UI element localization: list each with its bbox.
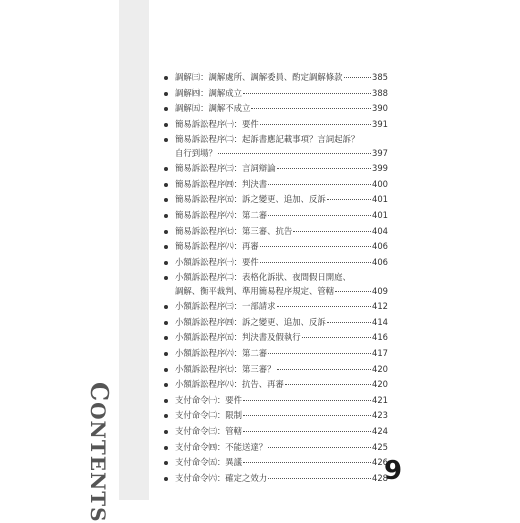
bullet-icon (164, 198, 168, 202)
toc-entry-title-line1: 小額訴訟程序㈡：表格化訴狀、夜間假日開庭、 (175, 272, 351, 283)
dot-leader (327, 322, 371, 323)
toc-entry-title: 簡易訴訟程序㈠：要件 (175, 118, 259, 129)
toc-entry-title: 小額訴訟程序㈦：第三審？ (175, 363, 276, 374)
bullet-icon (164, 76, 168, 80)
toc-entry-page: 390 (372, 103, 388, 114)
toc-entry (163, 330, 388, 346)
bullet-icon (164, 276, 168, 280)
bullet-icon (164, 383, 168, 387)
contents-side-title (85, 382, 114, 523)
toc-entry-title: 小額訴訟程序㈧：抗告、再審 (175, 379, 284, 390)
toc-entry-page: 421 (372, 394, 388, 405)
toc-entry-title: 支付命令㈡：限制 (175, 410, 242, 421)
dot-leader (335, 291, 371, 292)
toc-entry (163, 192, 388, 208)
toc-entry-page: 426 (372, 457, 388, 468)
toc-entry-title: 小額訴訟程序㈣：訴之變更、追加、反訴 (175, 316, 326, 327)
dot-leader (344, 77, 372, 78)
bullet-icon (164, 461, 168, 465)
toc-entry-page: 425 (372, 441, 388, 452)
toc-entry-title: 小額訴訟程序㈢：一部請求 (175, 301, 276, 312)
bullet-icon (164, 230, 168, 234)
toc-entry-page: 391 (372, 118, 388, 129)
toc-entry-page: 385 (372, 72, 388, 82)
dot-leader (243, 431, 371, 432)
dot-leader (260, 124, 371, 125)
toc-entry (163, 424, 388, 440)
toc-entry-page: 399 (372, 163, 388, 174)
toc-entry (163, 455, 388, 471)
toc-entry-title: 簡易訴訟程序㈢：言詞辯論 (175, 163, 276, 174)
toc-entry (163, 132, 388, 161)
toc-entry (163, 346, 388, 362)
toc-entry-page: 414 (372, 316, 388, 327)
toc-entry-title-line1: 簡易訴訟程序㈡：起訴書應記載事項？言詞起訴？ (175, 134, 360, 145)
dot-leader (268, 215, 371, 216)
toc-entry-page: 406 (372, 241, 388, 252)
toc-entry-title: 支付命令㈤：異議 (175, 457, 242, 468)
dot-leader (243, 415, 371, 416)
dot-leader (277, 168, 372, 169)
toc-entry-page: 423 (372, 410, 388, 421)
dot-leader (277, 306, 372, 307)
bullet-icon (164, 399, 168, 403)
toc-entry-page: 406 (372, 256, 388, 267)
dot-leader (302, 337, 371, 338)
bullet-icon (164, 352, 168, 356)
toc-entry-page: 428 (372, 472, 388, 483)
bullet-icon (164, 214, 168, 218)
bullet-icon (164, 368, 168, 372)
bullet-icon (164, 336, 168, 340)
dot-leader (293, 231, 371, 232)
dot-leader (268, 447, 371, 448)
toc-entry (163, 362, 388, 378)
toc-entry (163, 408, 388, 424)
side-band (119, 0, 149, 500)
bullet-icon (164, 183, 168, 187)
bullet-icon (164, 167, 168, 171)
toc-entry (163, 177, 388, 193)
toc-entry-page: 412 (372, 301, 388, 312)
toc-entry (163, 208, 388, 224)
toc-entry-title: 支付命令㈠：要件 (175, 394, 242, 405)
toc-entry-title: 簡易訴訟程序㈥：第二審 (175, 209, 268, 220)
toc-entry-title: 簡易訴訟程序㈤：訴之變更、追加、反訴 (175, 194, 326, 205)
dot-leader (260, 262, 371, 263)
bullet-icon (164, 477, 168, 481)
toc-entry-page: 416 (372, 332, 388, 343)
toc-entry-page: 417 (372, 347, 388, 358)
bullet-icon (164, 92, 168, 96)
dot-leader (327, 199, 371, 200)
toc-entry (163, 117, 388, 133)
toc-entry (163, 224, 388, 240)
page-number: 9 (384, 456, 403, 486)
toc-entry-page: 424 (372, 425, 388, 436)
toc-entry-page: 401 (372, 209, 388, 220)
toc-entry-title: 支付命令㈢：管轄 (175, 425, 242, 436)
dot-leader (268, 353, 371, 354)
dot-leader (243, 93, 371, 94)
toc-entry (163, 270, 388, 299)
bullet-icon (164, 305, 168, 309)
bullet-icon (164, 446, 168, 450)
toc-entry (163, 239, 388, 255)
toc-entry (163, 440, 388, 456)
toc-entry-title: 簡易訴訟程序㈦：第三審、抗告 (175, 225, 293, 236)
toc-entry-page: 388 (372, 87, 388, 98)
toc-entry-title: 調解㈤：調解不成立 (175, 103, 251, 114)
bullet-icon (164, 261, 168, 265)
toc-entry (163, 315, 388, 331)
toc-entry (163, 471, 388, 487)
dot-leader (243, 462, 371, 463)
toc-entry-title: 支付命令㈣：不能送達？ (175, 441, 268, 452)
toc-entry-title: 調解㈢：調解處所、調解委員、酌定調解條款 (175, 72, 343, 82)
toc-entry-page: 397 (372, 147, 388, 158)
dot-leader (260, 246, 371, 247)
toc-entry-page: 409 (372, 285, 388, 296)
toc-entry-page: 420 (372, 363, 388, 374)
toc-entry (163, 393, 388, 409)
toc-entry-title: 簡易訴訟程序㈧：再審 (175, 241, 259, 252)
dot-leader (218, 153, 371, 154)
toc-entry-page: 400 (372, 178, 388, 189)
toc-entry (163, 70, 388, 86)
bullet-icon (164, 430, 168, 434)
toc-entry-title-line2: 自行到場？ (175, 147, 217, 158)
dot-leader (268, 478, 371, 479)
bullet-icon (164, 245, 168, 249)
toc-entry-title: 小額訴訟程序㈥：第二審 (175, 347, 268, 358)
dot-leader (285, 384, 371, 385)
toc-entry (163, 299, 388, 315)
contents-side-title-initial: C (85, 382, 114, 403)
toc-entry-title: 小額訴訟程序㈠：要件 (175, 256, 259, 267)
bullet-icon (164, 414, 168, 418)
toc-entry-title: 小額訴訟程序㈤：判決書及假執行 (175, 332, 301, 343)
contents-side-title-rest: ONTENTS (86, 402, 110, 523)
toc-entry-page: 404 (372, 225, 388, 236)
toc-entry (163, 86, 388, 102)
dot-leader (251, 108, 371, 109)
toc-entry-title: 簡易訴訟程序㈣：判決書 (175, 178, 268, 189)
toc-list (163, 70, 388, 486)
bullet-icon (164, 123, 168, 127)
toc-entry-title-line2: 調解、衡平裁判、準用簡易程序規定、管轄 (175, 285, 335, 296)
toc-entry (163, 377, 388, 393)
toc-entry (163, 255, 388, 271)
toc-entry (163, 161, 388, 177)
toc-entry-title: 支付命令㈥：確定之效力 (175, 472, 268, 483)
toc-entry-title: 調解㈣：調解成立 (175, 87, 242, 98)
bullet-icon (164, 321, 168, 325)
dot-leader (243, 400, 371, 401)
bullet-icon (164, 138, 168, 142)
toc-entry (163, 101, 388, 117)
dot-leader (268, 184, 371, 185)
bullet-icon (164, 107, 168, 111)
dot-leader (277, 369, 372, 370)
toc-entry-page: 420 (372, 379, 388, 390)
toc-entry-page: 401 (372, 194, 388, 205)
